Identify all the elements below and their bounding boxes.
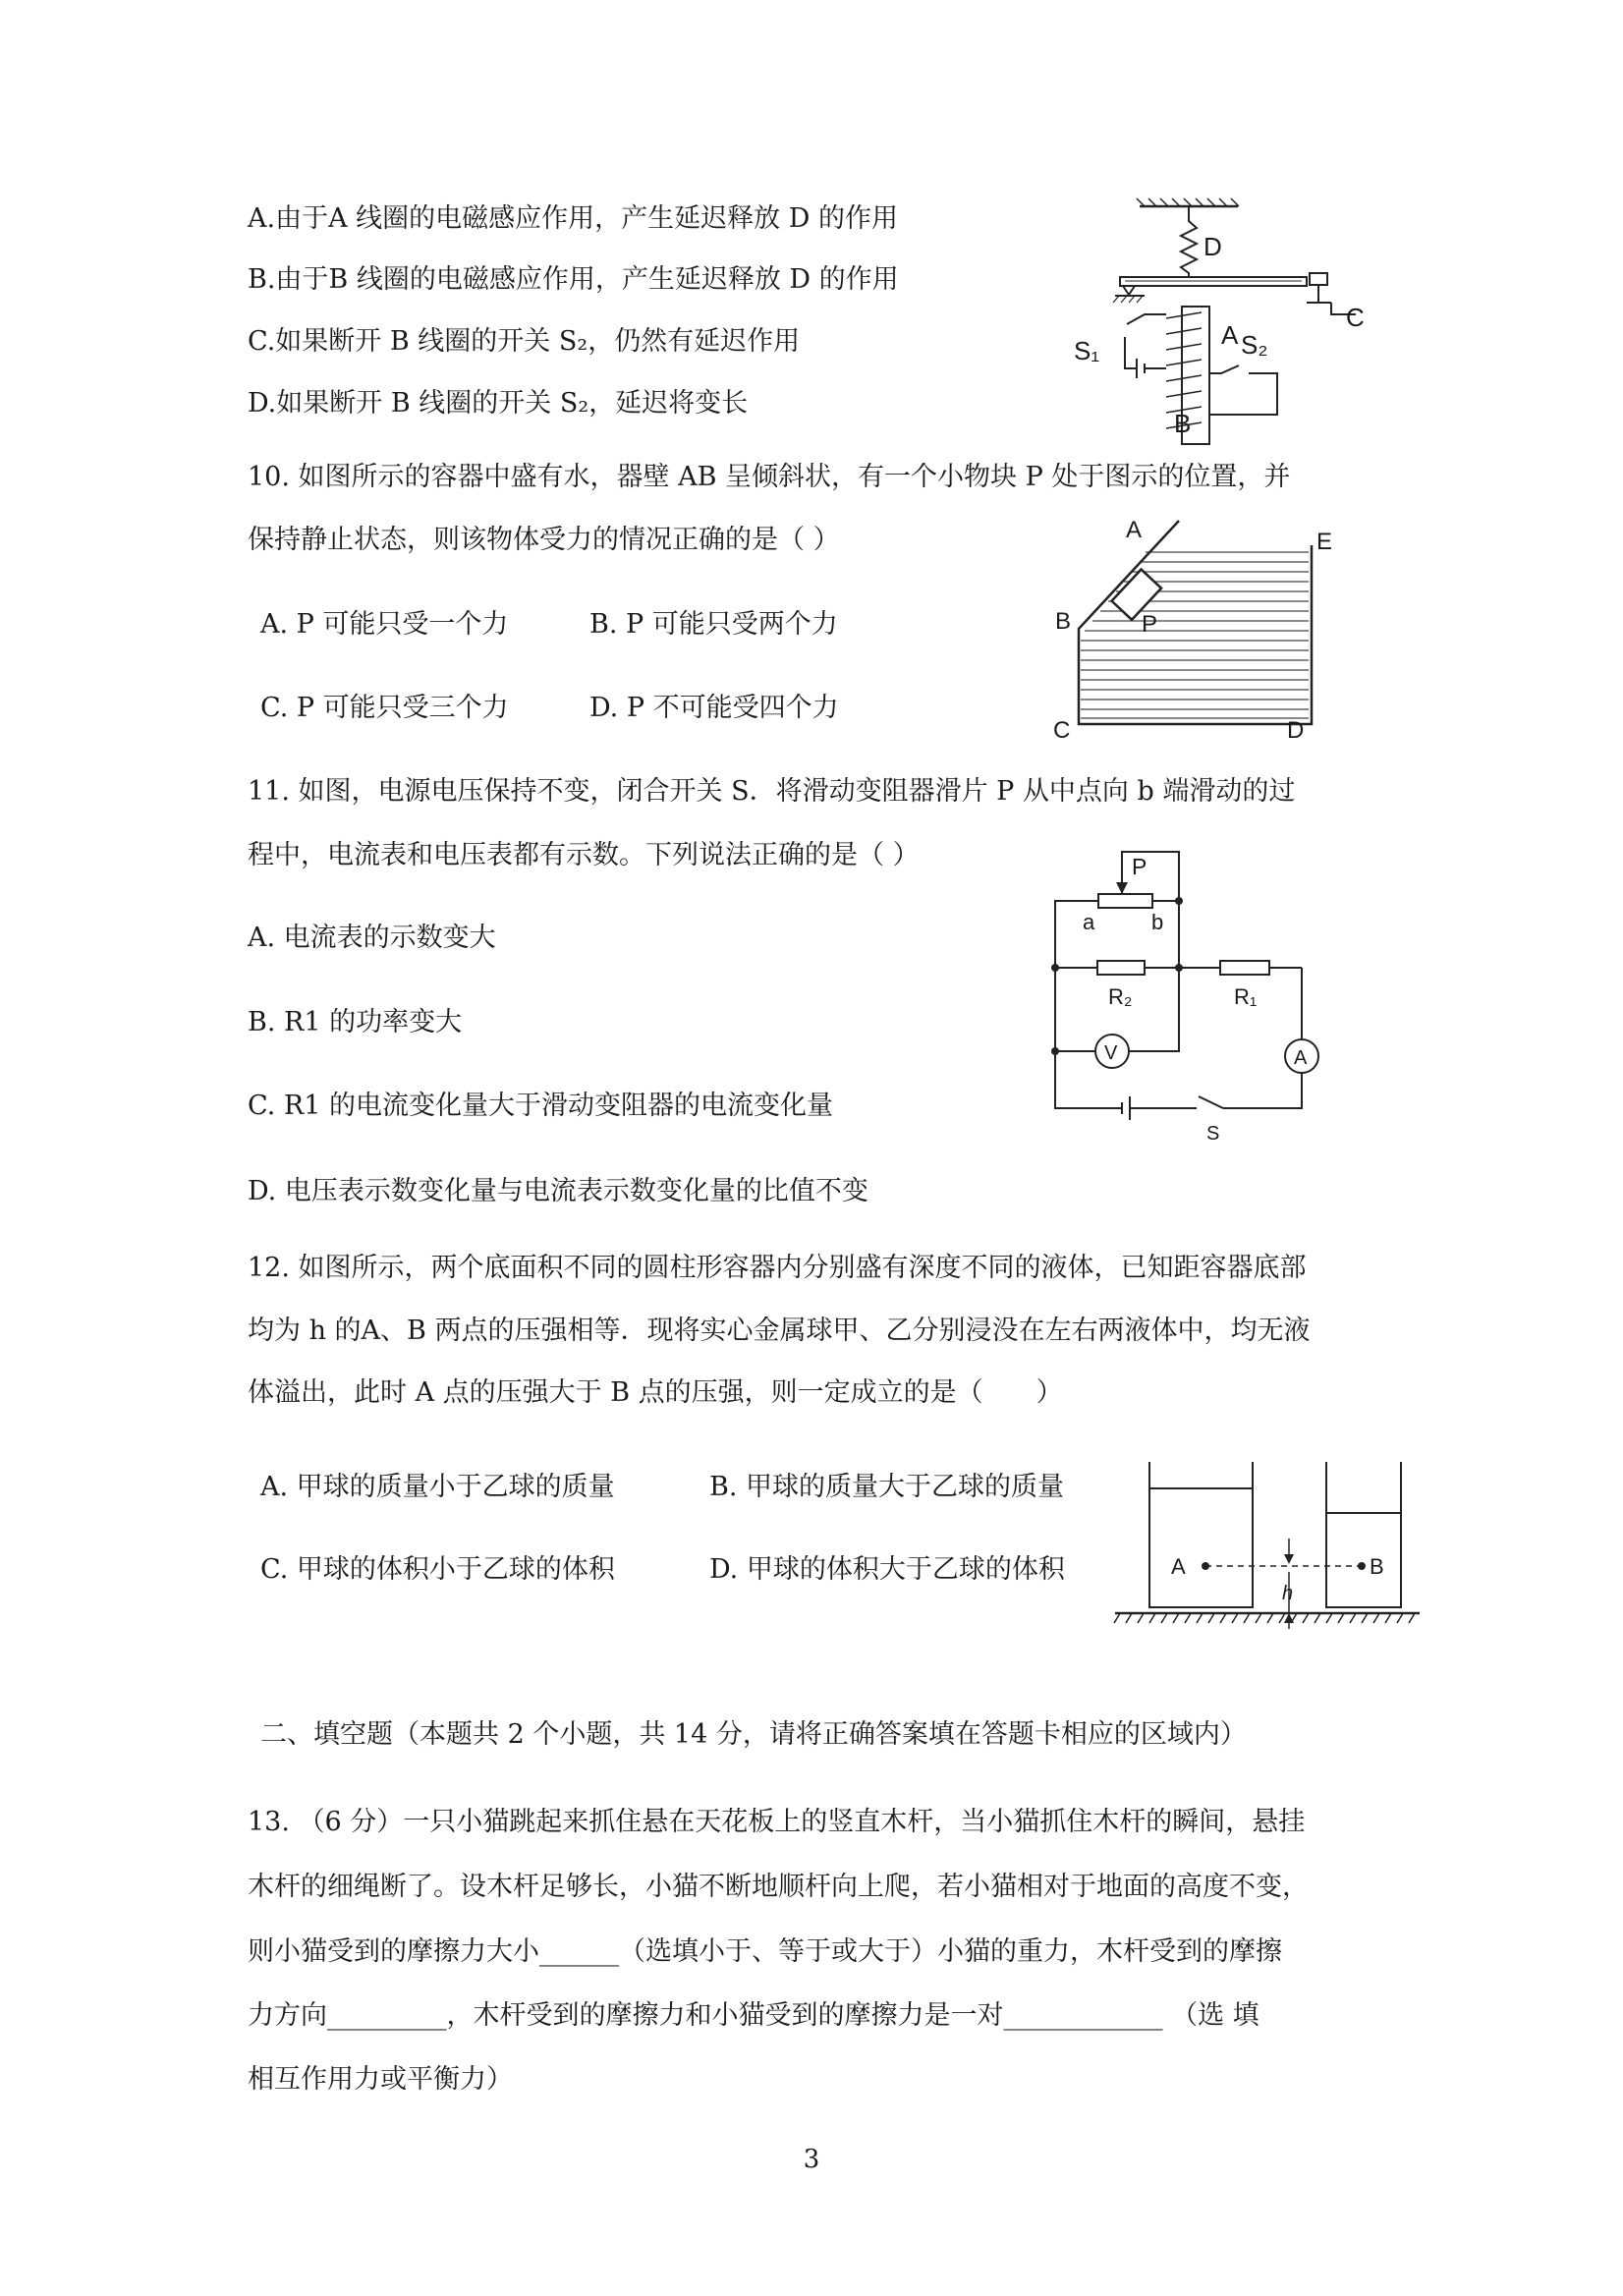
q9-relay-figure — [1066, 196, 1380, 452]
q12-option-d: D. 甲球的体积大于乙球的体积 — [709, 1554, 1065, 1585]
page-number: 3 — [803, 2145, 820, 2174]
q10-option-b: B. P 可能只受两个力 — [589, 609, 838, 640]
q11-label-s: S — [1206, 1123, 1220, 1145]
q12-stem-line-1: 12. 如图所示，两个底面积不同的圆柱形容器内分别盛有深度不同的液体，已知距容器底部 — [248, 1253, 1307, 1283]
q9-option-c: C.如果断开 B 线圈的开关 S₂，仍然有延迟作用 — [248, 326, 801, 357]
q12-containers-figure — [1110, 1454, 1425, 1641]
q11-stem-line-2: 程中，电流表和电压表都有示数。下列说法正确的是（ ） — [248, 840, 920, 870]
q10-option-c: C. P 可能只受三个力 — [260, 693, 509, 723]
q10-label-e: E — [1316, 529, 1333, 555]
q10-label-a: A — [1126, 517, 1143, 543]
q11-stem-line-1: 11. 如图，电源电压保持不变，闭合开关 S．将滑动变阻器滑片 P 从中点向 b 端滑动的过 — [248, 776, 1296, 807]
q9-option-a: A.由于A 线圈的电磁感应作用，产生延迟释放 D 的作用 — [248, 203, 898, 234]
q9-option-b: B.由于B 线圈的电磁感应作用，产生延迟释放 D 的作用 — [248, 264, 899, 295]
q10-label-p: P — [1142, 611, 1158, 638]
q11-label-p: P — [1132, 854, 1147, 879]
q10-stem-line-2: 保持静止状态，则该物体受力的情况正确的是（ ） — [248, 525, 840, 555]
section-2-heading: 二、填空题（本题共 2 个小题，共 14 分，请将正确答案填在答题卡相应的区域内） — [260, 1719, 1247, 1750]
q12-stem-line-3: 体溢出，此时 A 点的压强大于 B 点的压强，则一定成立的是（ ） — [248, 1377, 1063, 1408]
q9-label-b: B — [1174, 409, 1192, 438]
q10-container-figure — [1051, 516, 1336, 742]
q9-label-c: C — [1346, 303, 1365, 332]
q9-label-s1: S₁ — [1074, 336, 1100, 365]
q11-label-r2: R₂ — [1108, 984, 1133, 1009]
q10-option-d: D. P 不可能受四个力 — [589, 693, 839, 723]
q12-label-h: h — [1282, 1583, 1294, 1604]
q12-label-b: B — [1370, 1554, 1384, 1579]
q13-line-2: 木杆的细绳断了。设木杆足够长，小猫不断地顺杆向上爬，若小猫相对于地面的高度不变， — [248, 1872, 1309, 1902]
q10-label-b: B — [1055, 608, 1072, 635]
q10-stem-line-1: 10. 如图所示的容器中盛有水，器壁 AB 呈倾斜状，有一个小物块 P 处于图示的位置，并 — [248, 462, 1291, 492]
q12-option-c: C. 甲球的体积小于乙球的体积 — [260, 1554, 615, 1585]
q12-option-b: B. 甲球的质量大于乙球的质量 — [709, 1472, 1065, 1502]
q11-option-a: A. 电流表的示数变大 — [248, 923, 496, 953]
q11-label-r1: R₁ — [1234, 984, 1258, 1009]
q11-ammeter-label: A — [1294, 1047, 1308, 1069]
q9-label-s2: S₂ — [1241, 330, 1268, 360]
q12-option-a: A. 甲球的质量小于乙球的质量 — [260, 1472, 615, 1502]
q11-label-a-end: a — [1083, 910, 1095, 934]
q9-label-d: D — [1203, 232, 1222, 261]
q13-line-3: 则小猫受到的摩擦力大小______（选填小于、等于或大于）小猫的重力，木杆受到的摩擦 — [248, 1936, 1282, 1967]
q10-option-a: A. P 可能只受一个力 — [260, 609, 509, 640]
q10-label-d: D — [1287, 717, 1305, 742]
q11-circuit-figure — [1041, 845, 1356, 1154]
q13-line-1: 13. （6 分）一只小猫跳起来抓住悬在天花板上的竖直木杆，当小猫抓住木杆的瞬间，悬挂 — [248, 1807, 1306, 1837]
q9-label-a: A — [1221, 320, 1239, 350]
q13-line-5: 相互作用力或平衡力） — [248, 2064, 513, 2095]
q10-label-c: C — [1053, 717, 1071, 742]
q12-stem-line-2: 均为 h 的A、B 两点的压强相等．现将实心金属球甲、乙分别浸没在左右两液体中，均无液 — [248, 1316, 1311, 1346]
q12-label-a: A — [1171, 1554, 1186, 1579]
q11-option-b: B. R1 的功率变大 — [248, 1007, 463, 1037]
q11-label-b-end: b — [1151, 910, 1164, 934]
q9-option-d: D.如果断开 B 线圈的开关 S₂，延迟将变长 — [248, 388, 749, 419]
q11-voltmeter-label: V — [1104, 1042, 1118, 1064]
q11-option-d: D. 电压表示数变化量与电流表示数变化量的比值不变 — [248, 1176, 868, 1206]
q11-option-c: C. R1 的电流变化量大于滑动变阻器的电流变化量 — [248, 1091, 833, 1121]
q13-line-4: 力方向_________，木杆受到的摩擦力和小猫受到的摩擦力是一对____________ （选 填 — [248, 2000, 1259, 2031]
